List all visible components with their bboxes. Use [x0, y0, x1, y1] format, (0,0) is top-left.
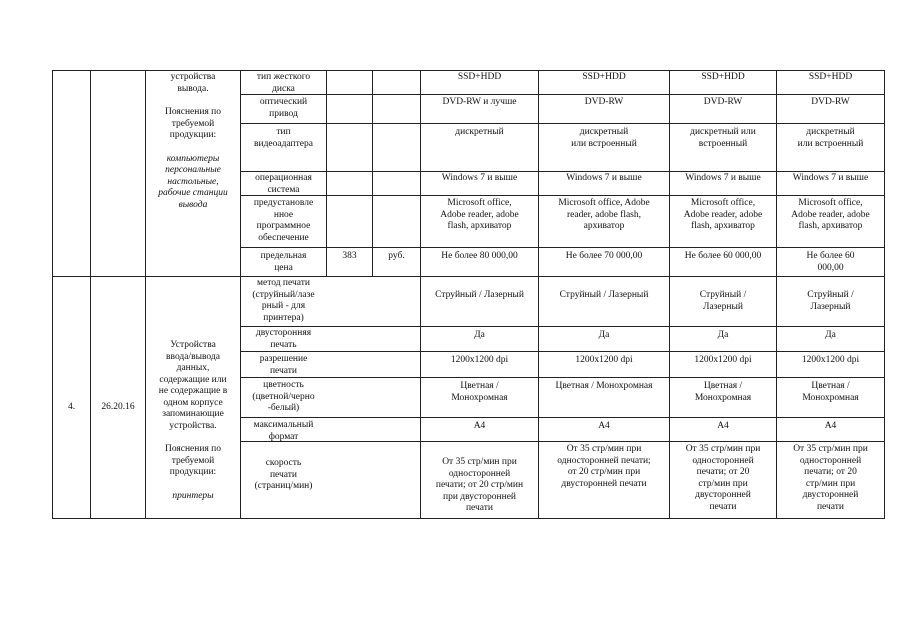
value-cell: Windows 7 и выше — [566, 173, 642, 183]
row-divider — [240, 326, 884, 327]
value-cell: Струйный / Лазерный — [435, 290, 524, 300]
value-cell: Windows 7 и выше — [685, 173, 761, 183]
row3-description — [146, 72, 240, 211]
value-cell: Microsoft office, Adobe reader, adobe flash, архиватор — [791, 198, 870, 231]
value-cell: DVD-RW и лучше — [442, 97, 517, 107]
value-cell: дискретный или встроенный — [571, 127, 637, 149]
value-cell: 1200x1200 dpi — [801, 355, 860, 365]
value-cell: Microsoft office, Adobe reader, adobe flash, архиватор — [683, 198, 763, 231]
value-cell: Цветная / Монохромная — [555, 381, 653, 391]
value-cell: Струйный / Лазерный — [699, 290, 747, 312]
row-divider — [240, 417, 884, 418]
explanation-heading: Пояснения по требуемой продукции: — [164, 107, 222, 140]
value-cell: Не более 70 000,00 — [565, 251, 643, 261]
value-cell: Windows 7 и выше — [441, 173, 518, 183]
value-cell: дискретный — [455, 127, 504, 137]
characteristic-name: метод печати (струйный/лазе рный - для принтера) — [252, 278, 315, 323]
value-cell: SSD+HDD — [701, 72, 745, 82]
value-cell: Цветная / Монохромная — [694, 381, 752, 403]
characteristic-name: тип видеоадаптера — [254, 127, 313, 149]
table-border-right — [884, 70, 885, 519]
value-cell: А4 — [473, 421, 486, 431]
row-divider — [240, 377, 884, 378]
characteristic-name: предельная цена — [260, 251, 307, 273]
column-divider — [90, 70, 91, 519]
value-cell: SSD+HDD — [457, 72, 502, 82]
value-cell: Да — [825, 330, 836, 340]
row-divider — [240, 351, 884, 352]
row-divider — [52, 276, 884, 277]
characteristic-name: тип жесткого диска — [256, 72, 311, 94]
value-cell: Струйный / Лазерный — [807, 290, 854, 312]
unit-name: руб. — [388, 251, 405, 261]
value-cell: SSD+HDD — [582, 72, 626, 82]
characteristic-name: максимальный формат — [253, 420, 314, 442]
explanation-heading: Пояснения по требуемой продукции: — [164, 444, 222, 477]
value-cell: Струйный / Лазерный — [559, 290, 649, 300]
characteristic-name: предустановле нное программное обеспечение — [253, 198, 314, 243]
value-cell: От 35 стр/мин при односторонней печати; от 20 стр/мин при двусторонней печати — [557, 444, 651, 489]
value-cell: Цветная / Монохромная — [802, 381, 859, 403]
characteristic-name: оптический привод — [259, 97, 308, 119]
value-cell: Не более 80 000,00 — [441, 251, 518, 261]
okpd-code: 26.20.16 — [101, 402, 135, 412]
explanation-item: принтеры — [172, 490, 214, 501]
value-cell: Да — [598, 330, 610, 340]
row-number: 4. — [67, 402, 76, 412]
table-border-left — [52, 70, 53, 519]
characteristic-name: разрешение печати — [259, 354, 308, 376]
table-border-bottom — [52, 518, 884, 519]
value-cell: Не более 60 000,00 — [806, 251, 855, 273]
column-divider — [326, 70, 327, 276]
description-text: Устройства ввода/вывода данных, содержащие или не содержащие в одном корпусе запоминающие устройства. — [158, 340, 228, 431]
value-cell: 1200x1200 dpi — [450, 355, 509, 365]
characteristic-name: двусторонняя печать — [255, 328, 312, 350]
value-cell: От 35 стр/мин при односторонней печати; от 20 стр/мин при двусторонней печати — [793, 444, 868, 512]
column-divider — [372, 70, 373, 276]
explanation-item: компьютеры персональные настольные, рабочие станции вывода — [158, 153, 228, 210]
value-cell: А4 — [717, 421, 729, 431]
unit-code: 383 — [342, 251, 357, 261]
value-cell: Не более 60 000,00 — [684, 251, 762, 261]
table-border-top — [52, 70, 884, 71]
row-divider — [240, 441, 884, 442]
value-cell: SSD+HDD — [808, 72, 853, 82]
row-divider — [240, 171, 884, 172]
value-cell: Windows 7 и выше — [792, 173, 869, 183]
value-cell: Да — [717, 330, 729, 340]
value-cell: От 35 стр/мин при односторонней печати; от 20 стр/мин при двусторонней печати — [685, 444, 761, 512]
row4-description — [146, 340, 240, 502]
value-cell: 1200x1200 dpi — [575, 355, 633, 365]
value-cell: дискретный или встроенный — [690, 127, 756, 149]
characteristic-name: скорость печати (страниц/мин) — [254, 458, 313, 491]
value-cell: Microsoft office, Adobe reader, adobe flash, архиватор — [558, 198, 650, 231]
value-cell: Microsoft office, Adobe reader, adobe flash, архиватор — [440, 198, 519, 231]
value-cell: От 35 стр/мин при односторонней печати; от 20 стр/мин при двусторонней печати — [435, 457, 524, 513]
description-text: устройства вывода. — [170, 72, 216, 94]
characteristic-name: цветность (цветной/черно -белый) — [252, 380, 315, 413]
row-divider — [240, 247, 884, 248]
row-divider — [240, 94, 884, 95]
value-cell: А4 — [824, 421, 837, 431]
value-cell: DVD-RW — [703, 97, 743, 107]
value-cell: А4 — [598, 421, 610, 431]
row-divider — [240, 123, 884, 124]
value-cell: 1200x1200 dpi — [694, 355, 752, 365]
characteristic-name: операционная система — [255, 173, 312, 195]
value-cell: дискретный или встроенный — [797, 127, 864, 149]
value-cell: DVD-RW — [584, 97, 624, 107]
value-cell: DVD-RW — [811, 97, 850, 107]
value-cell: Цветная / Монохромная — [451, 381, 508, 403]
row-divider — [240, 195, 884, 196]
value-cell: Да — [474, 330, 485, 340]
